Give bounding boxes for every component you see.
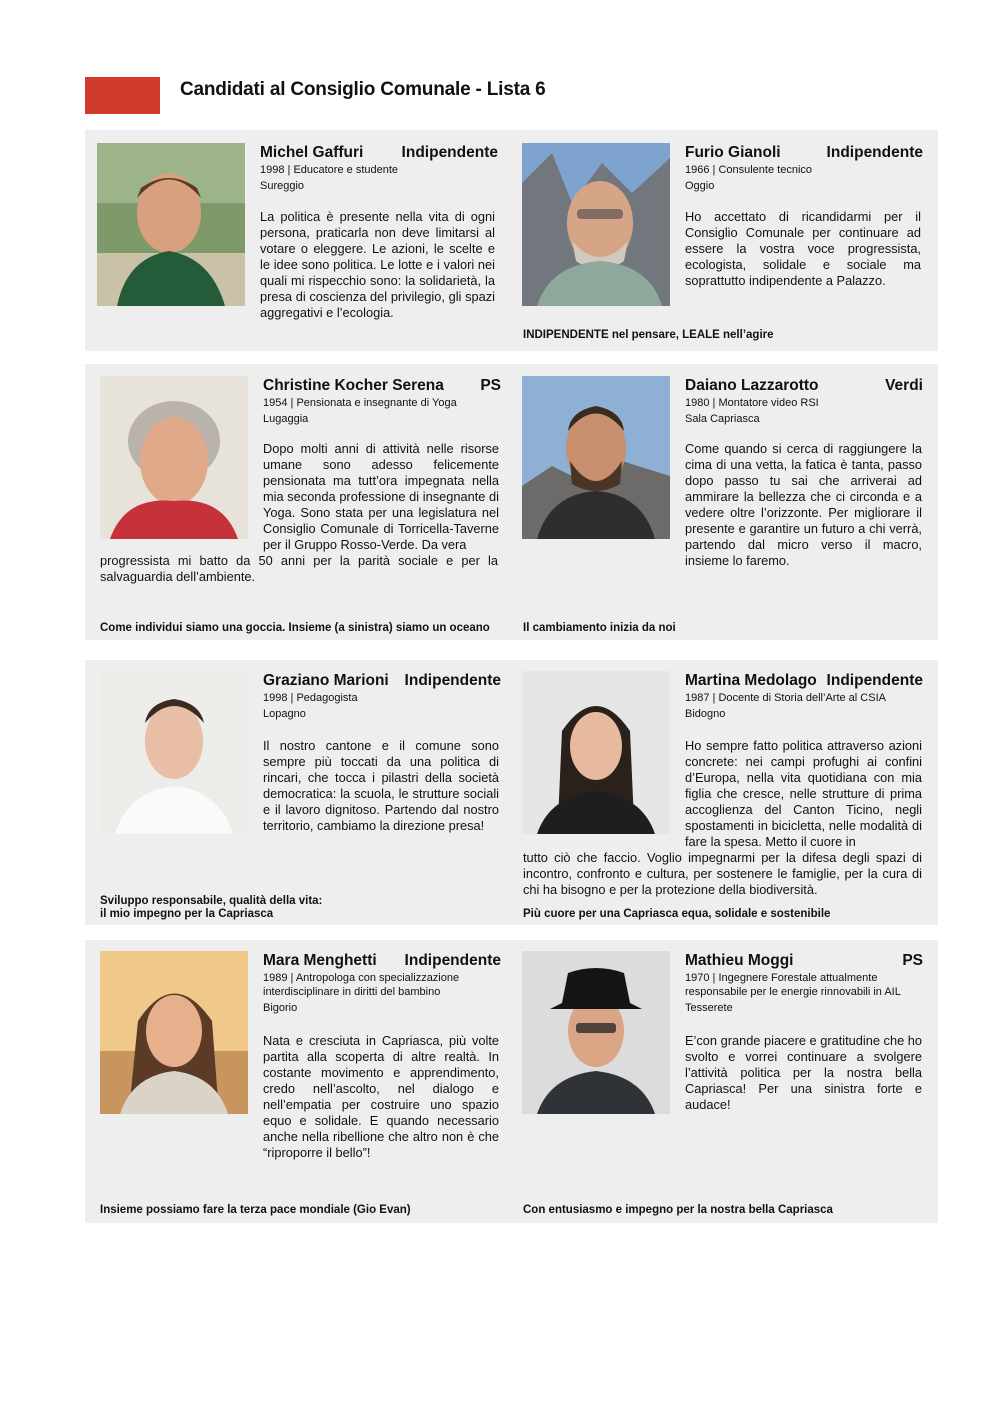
candidate-affiliation: PS [902,952,923,969]
candidate-card-gianoli [522,143,924,343]
candidate-card-kocher [100,376,502,636]
candidate-statement: Come quando si cerca di raggiungere la cima di una vetta, la fatica è tanta, passo dopo passo tu sai che arriverai ad ammirare la bellezza che ci circonda e a vedere oltre l’orizzonte. Per migliorare il presente e garantire un futuro a chi verrà, partendo dal micro verso il macro, insieme lo faremo. [685,441,922,568]
candidate-motto: INDIPENDENTE nel pensare, LEALE nell’agire [523,329,774,341]
candidate-place: Bidogno [685,708,726,720]
candidate-photo [522,376,670,539]
candidate-affiliation: Verdi [885,377,923,394]
candidate-statement: La politica è presente nella vita di ogni persona, praticarla non deve limitarsi al votare o eleggere. Le azioni, le scelte e le idee sono politica. Le lotte e i valori nei quali mi rispecchio sono: la solidarietà, la presa di coscienza del privilegio, gli spazi aggregativi e l’ecologia. [260,209,495,320]
candidate-motto: Sviluppo responsabile, qualità della vita: il mio impegno per la Capriasca [100,895,323,920]
candidate-name: Martina Medolago [685,672,817,689]
candidate-card-marioni [100,671,502,921]
red-accent-block [85,77,160,114]
candidate-year-role: 1987 | Docente di Storia dell’Arte al CSIA [685,692,886,704]
page-title: Candidati al Consiglio Comunale - Lista 6 [180,79,546,100]
candidate-affiliation: Indipendente [401,144,498,161]
candidate-affiliation: Indipendente [404,952,501,969]
candidate-name: Mara Menghetti [263,952,377,969]
candidate-photo [100,376,248,539]
candidate-place: Lugaggia [263,413,309,425]
candidate-place: Sureggio [260,180,305,192]
candidate-name: Graziano Marioni [263,672,389,689]
candidate-year-role: 1954 | Pensionata e insegnante di Yoga [263,397,457,409]
candidate-year-role: 1989 | Antropologa con specializzazione interdisciplinare in diritti del bambino [263,972,460,998]
candidate-motto: Con entusiasmo e impegno per la nostra bella Capriasca [523,1204,833,1216]
candidate-statement-continued: progressista mi batto da 50 anni per la parità sociale e per la salvaguardia dell’ambiente. [100,553,498,584]
candidate-statement: Dopo molti anni di attività nelle risorse umane sono adesso felicemente pensionata ma tutt’ora impegnata nella mia seconda professione di insegnante di Yoga. Sono stata per una legislatura nel Consiglio Comunale di Torricella-Taverne per il Gruppo Rosso-Verde. Da vera [263,441,499,552]
candidate-photo [522,951,670,1114]
candidate-photo [522,671,670,834]
candidate-card-menghetti [100,951,502,1221]
candidate-statement: E’con grande piacere e gratitudine che ho svolto e vorrei continuare a svolgere l’attività politica per la nostra bella Capriasca! Per una sinistra forte e audace! [685,1033,922,1112]
candidate-name: Christine Kocher Serena [263,377,444,394]
candidate-year-role: 1998 | Educatore e studente [260,164,399,176]
candidate-place: Lopagno [263,708,306,720]
candidate-year-role: 1980 | Montatore video RSI [685,397,819,409]
candidate-name: Furio Gianoli [685,144,781,161]
candidate-statement-continued: tutto ciò che faccio. Voglio impegnarmi per la difesa degli spazi di incontro, confronto e cultura, per sostenere le famiglie, per la cura di chi ha bisogno e per la protezione della biodiversità. [523,850,922,897]
candidate-affiliation: PS [480,377,501,394]
candidate-motto: Come individui siamo una goccia. Insieme (a sinistra) siamo un oceano [100,622,490,634]
candidate-year-role: 1966 | Consulente tecnico [685,164,812,176]
candidate-statement: Ho sempre fatto politica attraverso azioni concrete: nei campi profughi ai confini d’Europa, nella vita quotidiana con mia figlia che cresce, nelle strutture di prima accoglienza del Canton Ticino, negli spostamenti in bicicletta, nelle modalità di fare la spesa. Metto il cuore in [685,738,922,849]
candidate-place: Tesserete [685,1002,733,1014]
candidate-name: Mathieu Moggi [685,952,794,969]
candidate-photo [100,951,248,1114]
candidate-motto: Il cambiamento inizia da noi [523,622,676,634]
candidate-year-role: 1970 | Ingegnere Forestale attualmente responsabile per le energie rinnovabili in AIL [685,972,901,998]
candidate-card-medolago [522,671,924,921]
candidate-motto: Più cuore per una Capriasca equa, solidale e sostenibile [523,908,831,920]
candidate-name: Daiano Lazzarotto [685,377,819,394]
candidate-card-lazzarotto [522,376,924,636]
candidate-place: Bigorio [263,1002,298,1014]
candidate-year-role: 1998 | Pedagogista [263,692,358,704]
candidate-photo [100,671,248,834]
candidate-statement: Ho accettato di ricandidarmi per il Consiglio Comunale per continuare ad essere la vostra voce progressista, ecologista, solidale e sociale ma soprattutto indipendente a Palazzo. [685,209,921,288]
candidate-photo [522,143,670,306]
candidate-card-gaffuri [97,143,499,343]
candidate-affiliation: Indipendente [826,144,923,161]
candidate-place: Oggio [685,180,715,192]
candidate-statement: Nata e cresciuta in Capriasca, più volte partita alla scoperta di altre realtà. In costante movimento e apprendimento, credo nell’ascolto, nel dialogo e nell’empatia per costruire uno spazio equo e solidale. E quando necessario anche nella ribellione che altro non è che “riproporre il bello”! [263,1033,499,1160]
candidate-name: Michel Gaffuri [260,144,364,161]
candidate-photo [97,143,245,306]
candidate-card-moggi [522,951,924,1221]
candidate-affiliation: Indipendente [404,672,501,689]
candidate-statement: Il nostro cantone e il comune sono sempre più toccati da una politica di rincari, che tocca i pilastri della società democratica: la scuola, le strutture sociali e il lavoro dignitoso. Partendo dal nostro territorio, cambiamo la direzione presa! [263,738,499,833]
candidate-motto: Insieme possiamo fare la terza pace mondiale (Gio Evan) [100,1204,411,1216]
candidate-place: Sala Capriasca [685,413,760,425]
candidate-affiliation: Indipendente [826,672,923,689]
